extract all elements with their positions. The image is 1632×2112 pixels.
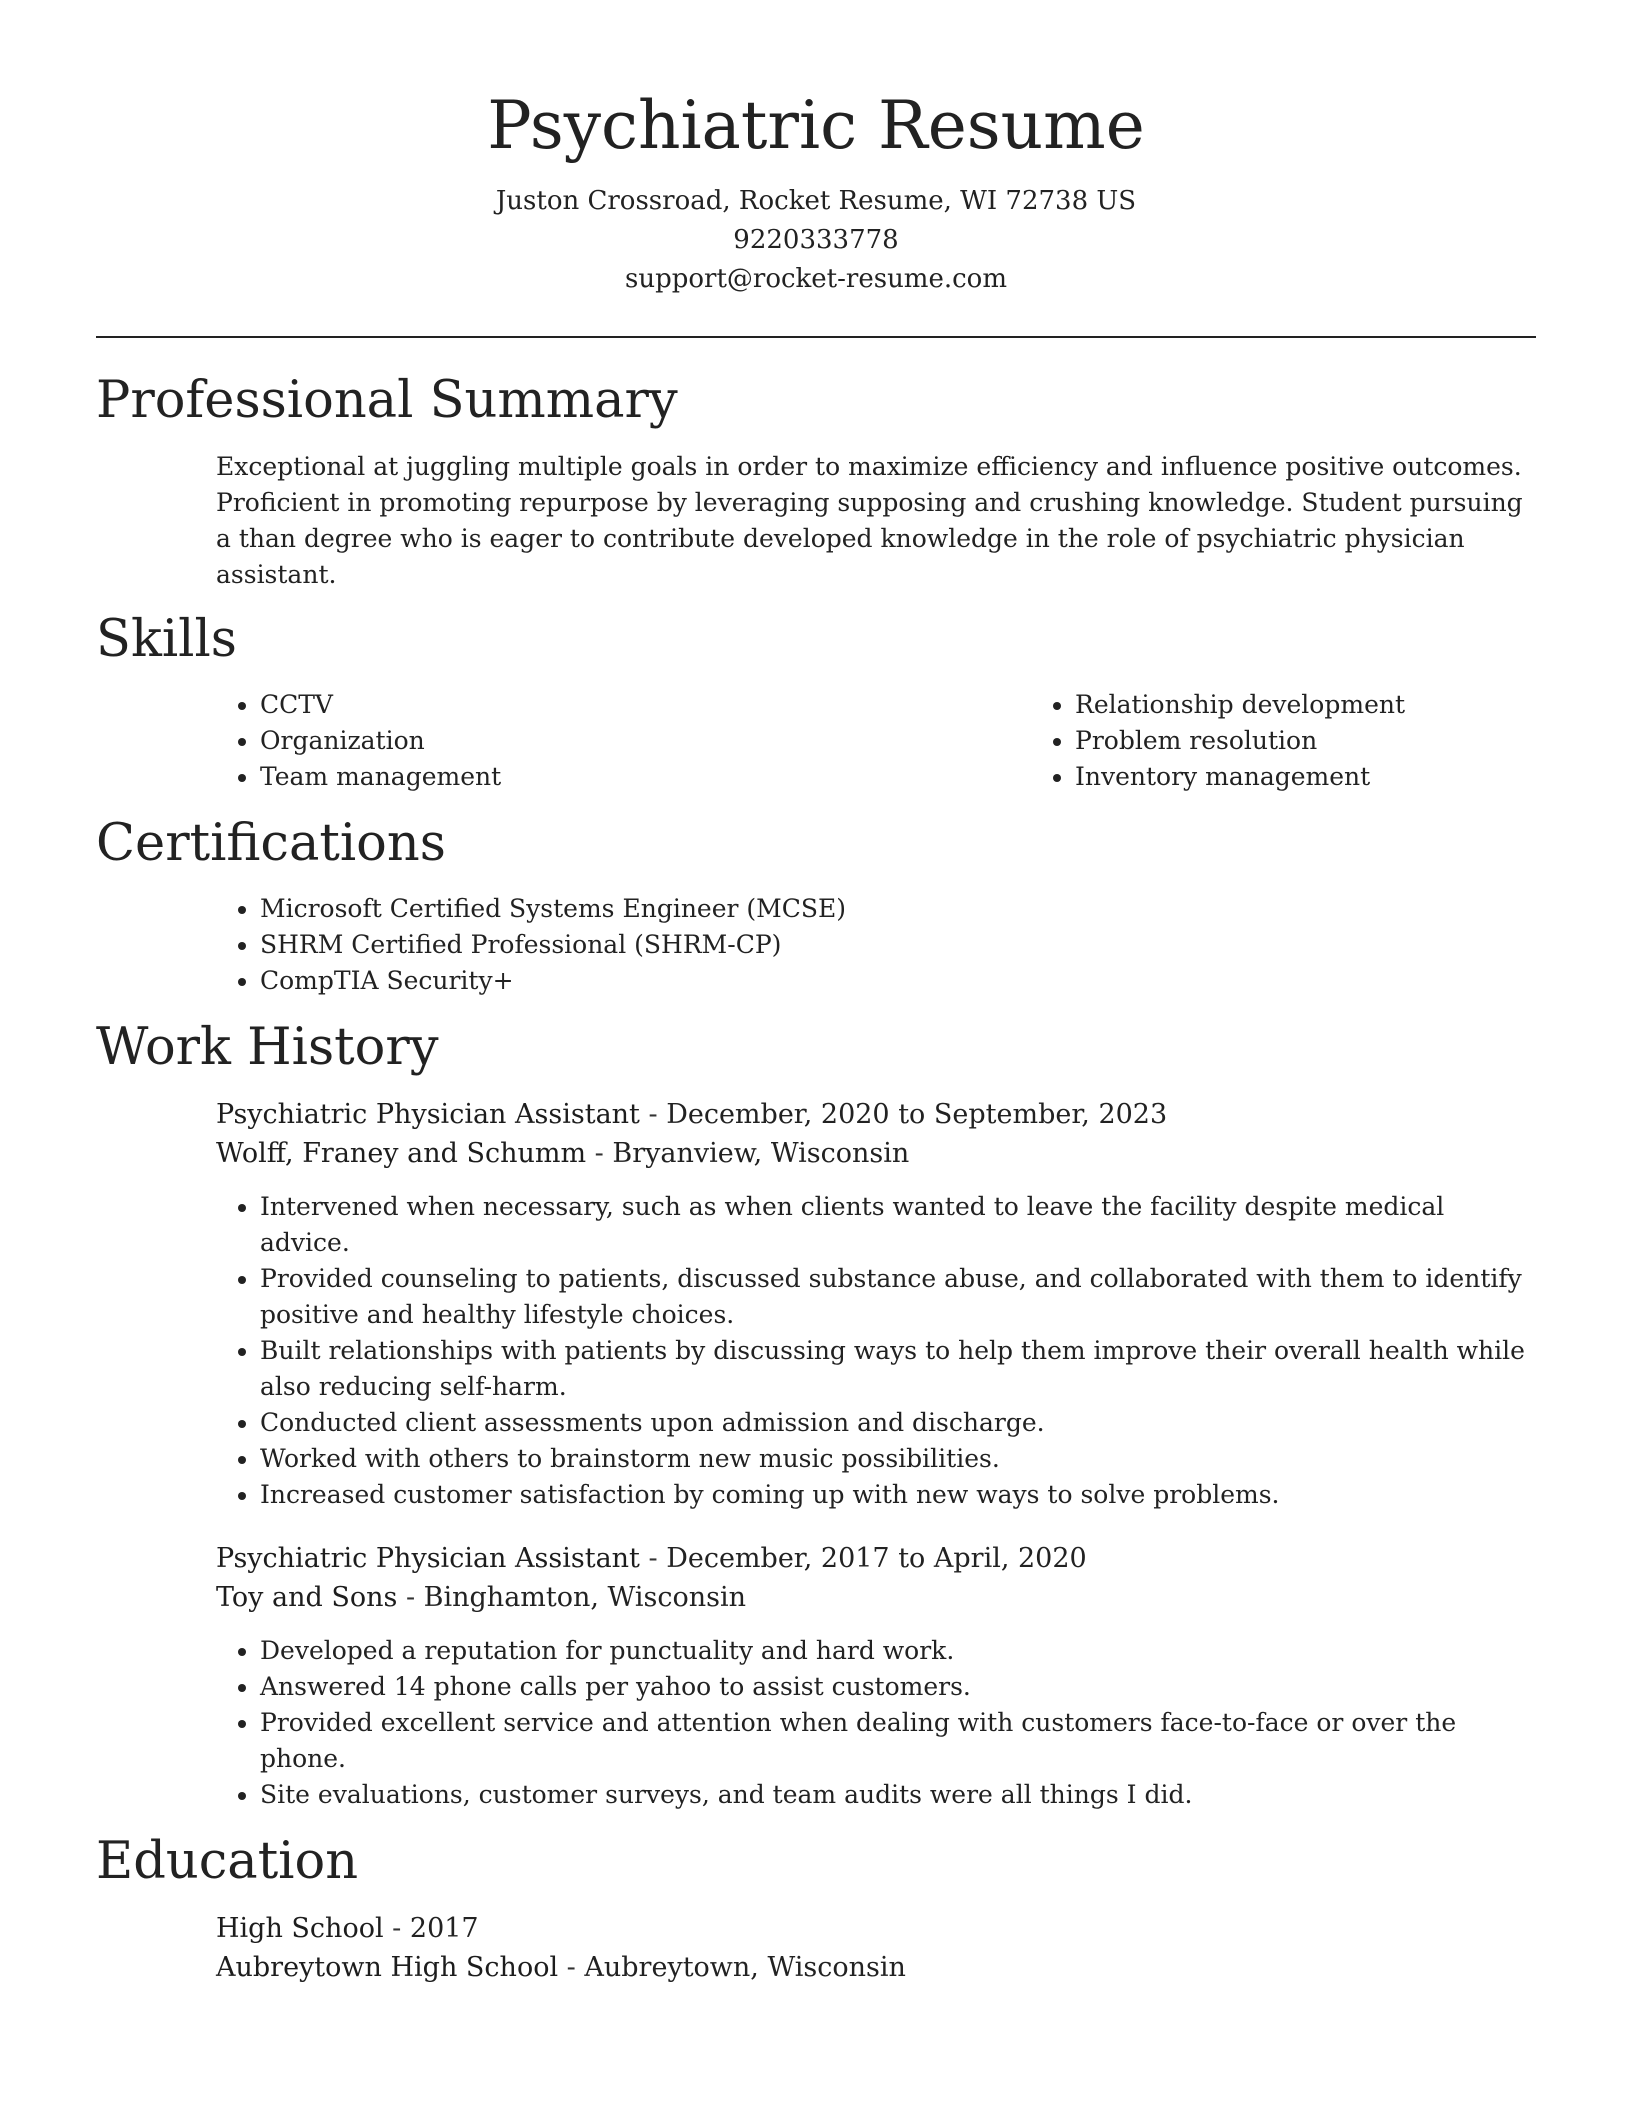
job-dates: December, 2020 to September, 2023 bbox=[666, 1099, 1168, 1130]
address: Juston Crossroad, Rocket Resume, WI 72738 US bbox=[495, 186, 1137, 216]
job-title-line bbox=[96, 1539, 1536, 1578]
list-item: • CCTV bbox=[260, 687, 911, 723]
job-role: Psychiatric Physician Assistant bbox=[216, 1543, 640, 1574]
skills-grid bbox=[96, 687, 1536, 795]
education-entry bbox=[96, 1909, 1536, 1987]
skills-list-right bbox=[911, 687, 1405, 795]
education-year: 2017 bbox=[409, 1913, 479, 1944]
summary-text: Exceptional at juggling multiple goals in order to maximize efficiency and influence positive outcomes. Proficient in promoting repurpose by leveraging supposing and crushing knowledge. Student pursuing a than degree who is eager to contribute developed knowledge in the role of psychiatric physician assistant. bbox=[216, 452, 1523, 589]
list-item: • Built relationships with patients by discussing ways to help them improve their overall health while also reducing self-harm. bbox=[260, 1333, 1536, 1405]
job-bullets bbox=[96, 1633, 1536, 1813]
list-item: • SHRM Certified Professional (SHRM-CP) bbox=[260, 927, 1536, 963]
job-company-line bbox=[96, 1578, 1536, 1617]
list-item: • Worked with others to brainstorm new music possibilities. bbox=[260, 1441, 1536, 1477]
list-item: • Provided counseling to patients, discussed substance abuse, and collaborated with them to identify positive and healthy lifestyle choices. bbox=[260, 1261, 1536, 1333]
phone: 9220333778 bbox=[733, 225, 899, 255]
job-location: Bryanview, Wisconsin bbox=[612, 1138, 910, 1169]
separator: - bbox=[639, 1543, 667, 1574]
list-item: • Intervened when necessary, such as when clients wanted to leave the facility despite medical advice. bbox=[260, 1189, 1536, 1261]
skills-section bbox=[96, 609, 1536, 795]
certifications-title: Certifications bbox=[96, 814, 446, 873]
email: support@rocket-resume.com bbox=[624, 264, 1007, 294]
education-school-line bbox=[96, 1948, 1536, 1987]
summary-section bbox=[96, 370, 1536, 593]
list-item: • Organization bbox=[260, 723, 911, 759]
separator: - bbox=[397, 1582, 424, 1613]
separator: - bbox=[586, 1138, 613, 1169]
list-item: • Team management bbox=[260, 759, 911, 795]
separator: - bbox=[383, 1913, 410, 1944]
resume-header bbox=[96, 0, 1536, 299]
list-item: • Conducted client assessments upon admission and discharge. bbox=[260, 1405, 1536, 1441]
list-item: • Site evaluations, customer surveys, and team audits were all things I did. bbox=[260, 1777, 1536, 1813]
job-company: Wolff, Franey and Schumm bbox=[216, 1138, 587, 1169]
separator: - bbox=[558, 1952, 585, 1983]
work-section bbox=[96, 1017, 1536, 1813]
education-degree-line bbox=[96, 1909, 1536, 1948]
summary-title: Professional Summary bbox=[96, 371, 678, 430]
job-dates: December, 2017 to April, 2020 bbox=[666, 1543, 1087, 1574]
certifications-list bbox=[96, 891, 1536, 999]
job-entry bbox=[96, 1539, 1536, 1813]
job-entry bbox=[96, 1095, 1536, 1513]
list-item: • Developed a reputation for punctuality and hard work. bbox=[260, 1633, 1536, 1669]
list-item: • Microsoft Certified Systems Engineer (MCSE) bbox=[260, 891, 1536, 927]
education-title: Education bbox=[96, 1832, 359, 1891]
header-divider bbox=[96, 336, 1536, 338]
education-section bbox=[96, 1831, 1536, 1987]
education-school: Aubreytown High School bbox=[216, 1952, 559, 1983]
job-bullets bbox=[96, 1189, 1536, 1513]
skills-title: Skills bbox=[96, 610, 237, 669]
list-item: • Increased customer satisfaction by coming up with new ways to solve problems. bbox=[260, 1477, 1536, 1513]
list-item: • Relationship development bbox=[1075, 687, 1405, 723]
certifications-section bbox=[96, 813, 1536, 999]
job-location: Binghamton, Wisconsin bbox=[423, 1582, 746, 1613]
list-item: • Answered 14 phone calls per yahoo to assist customers. bbox=[260, 1669, 1536, 1705]
job-company: Toy and Sons bbox=[216, 1582, 398, 1613]
list-item: • Provided excellent service and attention when dealing with customers face-to-face or over the phone. bbox=[260, 1705, 1536, 1777]
skills-list-left bbox=[96, 687, 911, 795]
education-location: Aubreytown, Wisconsin bbox=[584, 1952, 906, 1983]
work-title: Work History bbox=[96, 1018, 439, 1077]
list-item: • Problem resolution bbox=[1075, 723, 1405, 759]
resume-title: Psychiatric Resume bbox=[487, 87, 1145, 164]
list-item: • CompTIA Security+ bbox=[260, 963, 1536, 999]
job-company-line bbox=[96, 1134, 1536, 1173]
job-role: Psychiatric Physician Assistant bbox=[216, 1099, 640, 1130]
separator: - bbox=[639, 1099, 667, 1130]
list-item: • Inventory management bbox=[1075, 759, 1405, 795]
education-degree: High School bbox=[216, 1913, 384, 1944]
job-title-line bbox=[96, 1095, 1536, 1134]
